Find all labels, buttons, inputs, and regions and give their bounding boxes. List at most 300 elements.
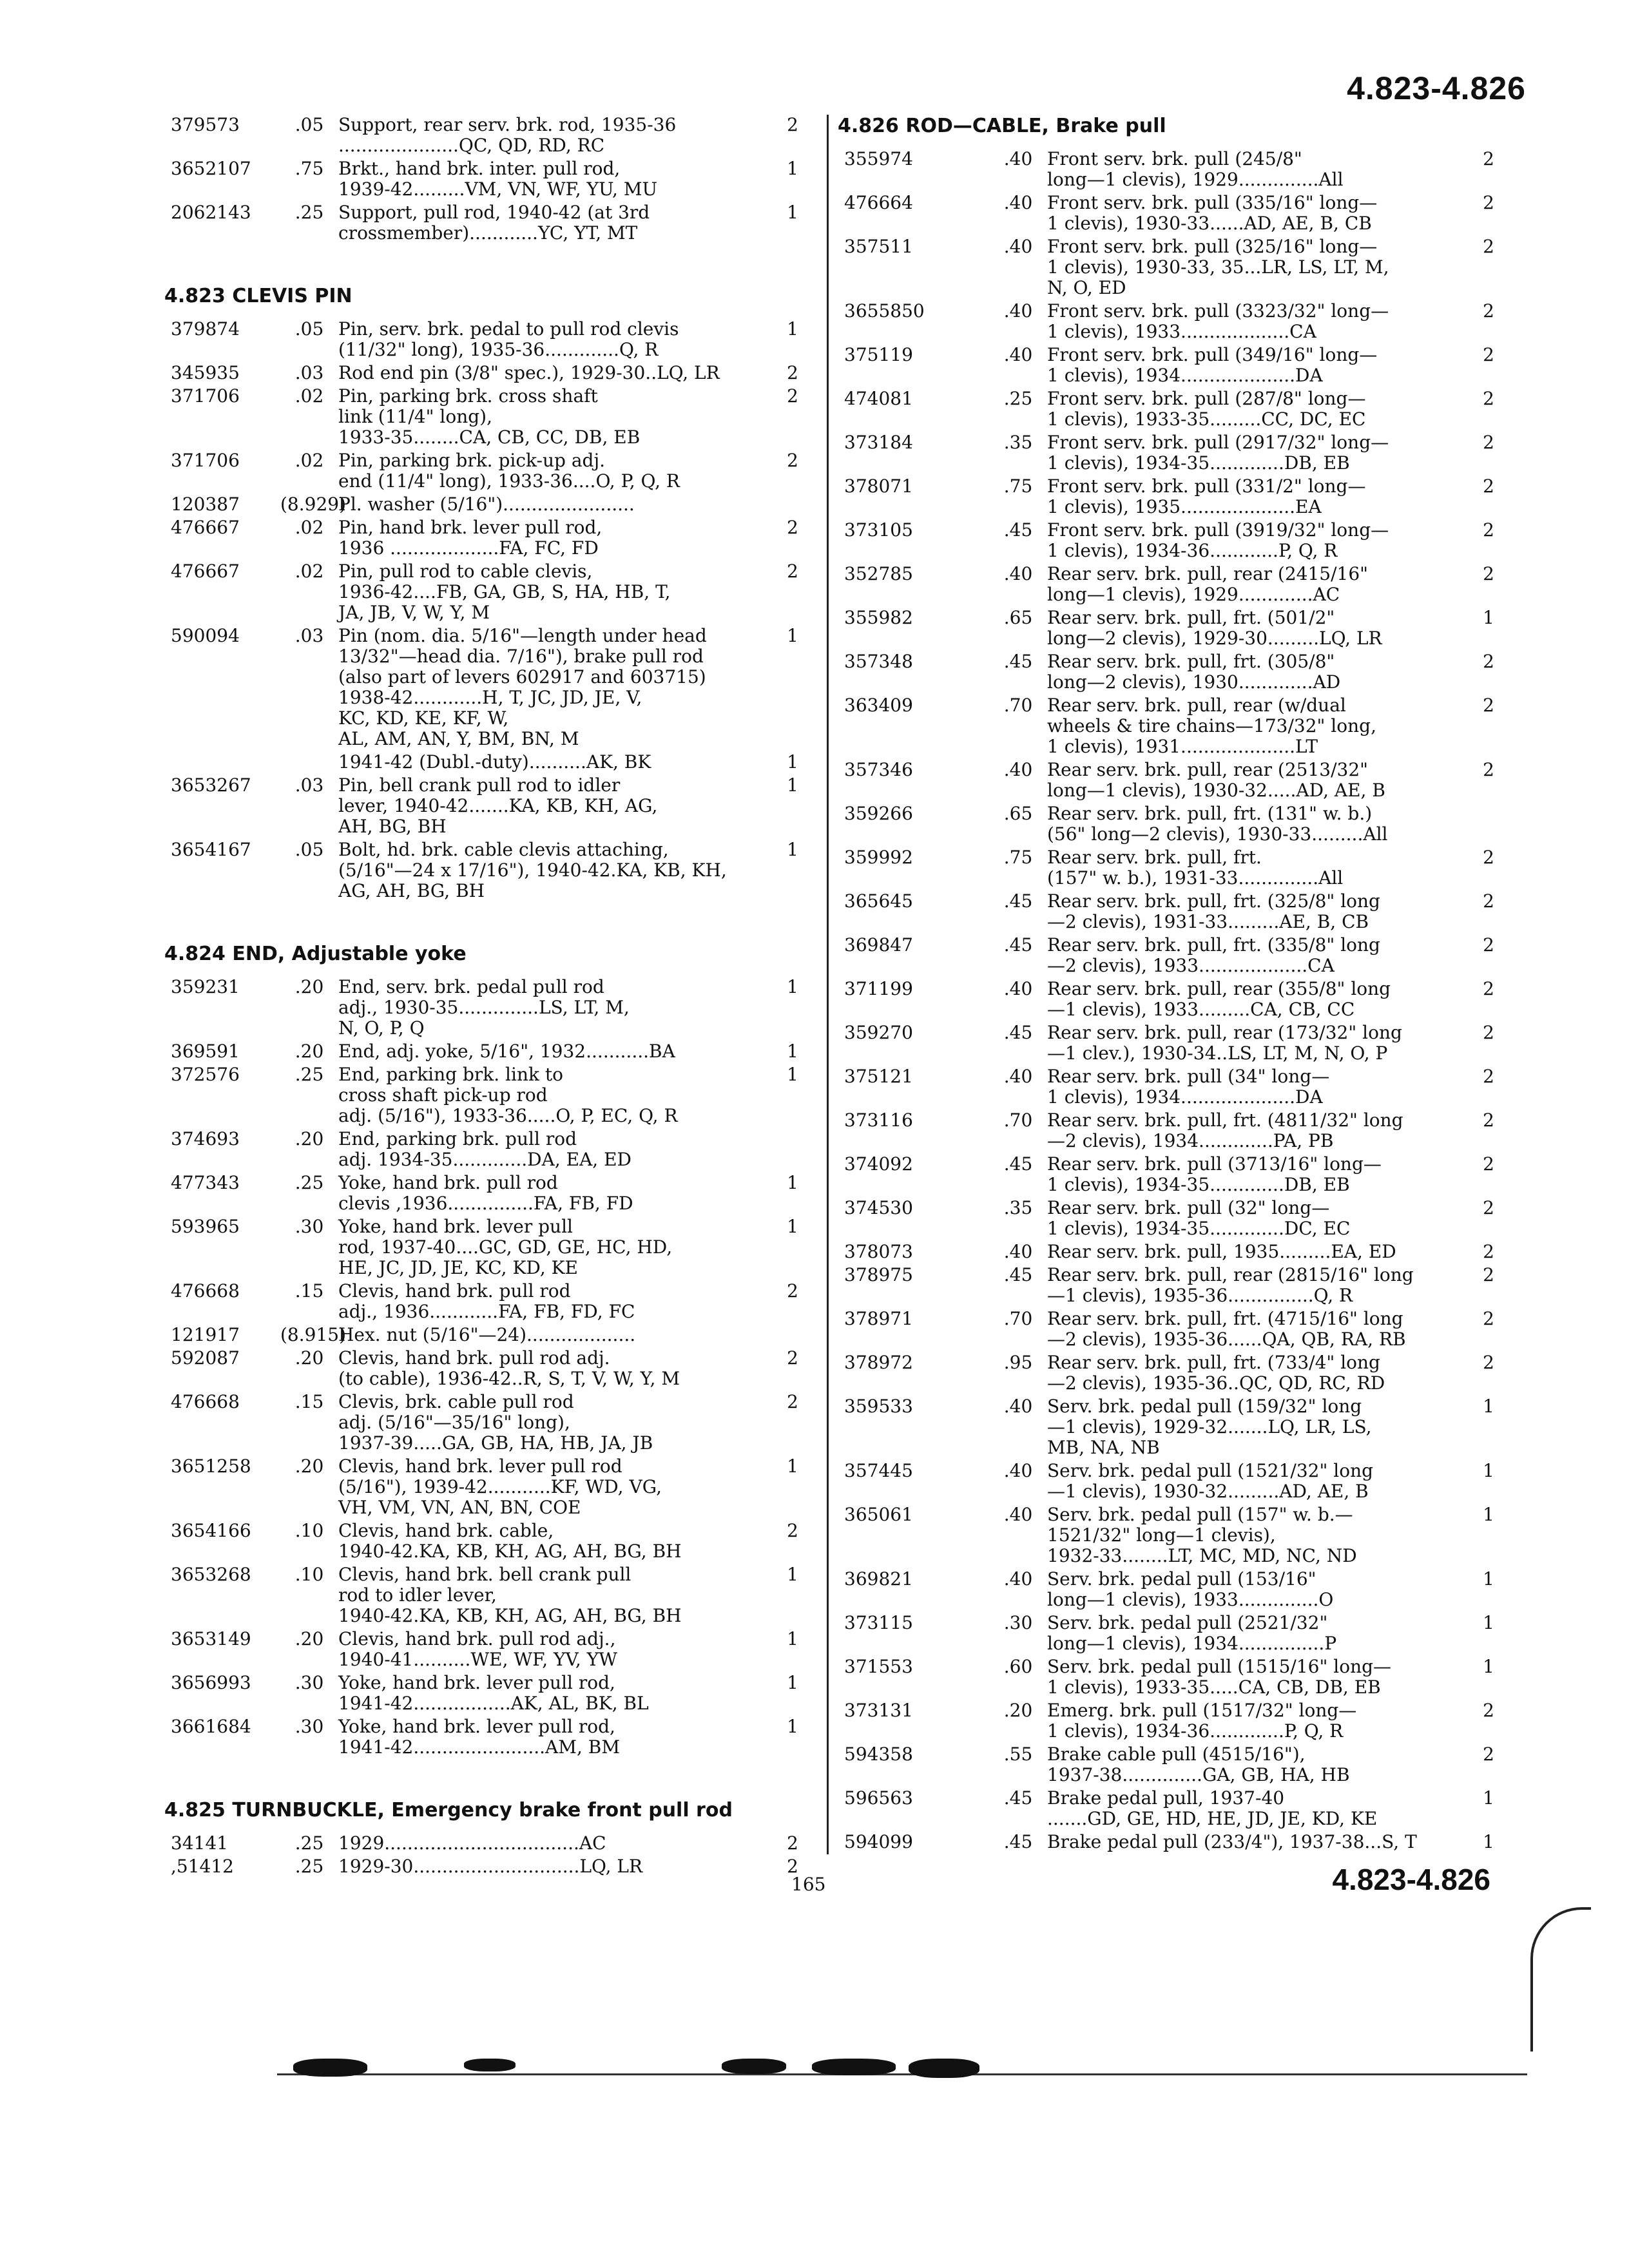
part-quantity: 1 [787,1064,798,1085]
part-price: .45 [1003,890,1033,912]
part-description: Clevis, hand brk. cable, 1940-42.KA, KB, KH, AG, AH, BG, BH [338,1520,682,1562]
part-number: 359266 [844,803,913,824]
part-quantity: 2 [787,561,798,582]
part-description: Pin, hand brk. lever pull rod, 1936 ...................FA, FC, FD [338,517,602,559]
part-quantity: 2 [1483,300,1494,322]
part-price: .45 [1003,1022,1033,1043]
part-quantity: 2 [1483,695,1494,716]
part-price: .02 [294,561,324,582]
part-price: .20 [1003,1700,1033,1721]
scan-edge-line [277,2073,1527,2075]
part-price: .25 [1003,388,1033,409]
part-quantity: 2 [787,385,798,407]
part-quantity: 2 [787,1391,798,1412]
part-price: .20 [294,976,324,997]
part-entry [164,561,822,623]
part-quantity: 1 [1483,1460,1494,1481]
part-number: 2062143 [171,202,251,223]
part-description: Serv. brk. pedal pull (1521/32" long —1 clevis), 1930-32.........AD, AE, B [1047,1460,1374,1502]
part-entry [838,803,1511,845]
part-number: 476668 [171,1391,240,1412]
part-number: 359533 [844,1396,913,1417]
part-number: 373131 [844,1700,913,1721]
part-description: Bolt, hd. brk. cable clevis attaching, (5/16"—24 x 17/16"), 1940-42.KA, KB, KH, AG, AH, BG, BH [338,839,727,901]
part-entry [164,626,822,749]
part-number: 378071 [844,476,913,497]
part-description: Brake cable pull (4515/16"), 1937-38..............GA, GB, HA, HB [1047,1744,1350,1785]
part-description: Rear serv. brk. pull, frt. (131" w. b.) (56" long—2 clevis), 1930-33.........All [1047,803,1388,845]
part-number: 120387 [171,494,240,515]
part-number: 34141 [171,1832,229,1854]
part-number: 121917 [171,1324,240,1345]
part-entry [164,386,822,448]
part-description: Rear serv. brk. pull, rear (2513/32" long—1 clevis), 1930-32.....AD, AE, B [1047,759,1385,801]
part-description: Rear serv. brk. pull, rear (173/32" long —1 clev.), 1930-34..LS, LT, M, N, O, P [1047,1022,1402,1064]
part-number: 365645 [844,890,913,912]
part-quantity: 2 [787,1347,798,1369]
part-description: Support, pull rod, 1940-42 (at 3rd crossmember)............YC, YT, MT [338,202,650,244]
part-price: .30 [294,1216,324,1237]
part-entry [838,1569,1511,1610]
part-quantity: 2 [1483,1153,1494,1175]
part-price: .25 [294,1064,324,1085]
part-number: 373184 [844,432,913,453]
part-description: Clevis, hand brk. pull rod adj. (to cable), 1936-42..R, S, T, V, W, Y, M [338,1347,680,1389]
part-quantity: 2 [1483,1241,1494,1262]
part-quantity: 2 [1483,1197,1494,1218]
part-quantity: 1 [1483,1612,1494,1633]
part-price: .45 [1003,1153,1033,1175]
part-price: .40 [1003,300,1033,322]
part-entry [838,520,1511,561]
part-description: Front serv. brk. pull (331/2" long— 1 clevis), 1935....................EA [1047,476,1366,517]
part-quantity: 1 [787,1564,798,1585]
part-number: 372576 [171,1064,240,1085]
part-number: 359270 [844,1022,913,1043]
part-entry [164,1392,822,1454]
part-description: Clevis, brk. cable pull rod adj. (5/16"—35/16" long), 1937-39.....GA, GB, HA, HB, JA, JB [338,1391,653,1454]
part-quantity: 2 [787,1856,798,1877]
part-description: Rear serv. brk. pull, rear (2415/16" long—1 clevis), 1929.............AC [1047,563,1369,605]
part-entry [838,1788,1511,1829]
left-column [164,115,822,1879]
part-quantity: 1 [787,1628,798,1649]
part-price: .40 [1003,192,1033,213]
part-number: 369821 [844,1568,913,1590]
part-price: .05 [294,318,324,340]
part-quantity: 2 [1483,934,1494,956]
part-price: .20 [294,1041,324,1062]
part-description: Yoke, hand brk. pull rod clevis ,1936...............FA, FB, FD [338,1172,633,1214]
part-description: Pin (nom. dia. 5/16"—length under head 13/32"—head dia. 7/16"), brake pull rod (also part of levers 602917 and 603715) 1938-42............H, T, JC, JD, JE, V, KC, KD, KE, KF, W, AL, AM, AN, Y, BM, BN, M [338,625,707,749]
part-number: 371553 [844,1656,913,1677]
part-description: 1929-30.............................LQ, LR [338,1856,643,1877]
part-number: 476667 [171,561,240,582]
right-column [838,115,1511,1855]
part-entry [838,564,1511,605]
part-quantity: 2 [1483,1110,1494,1131]
part-entry [164,115,822,156]
part-price: .20 [294,1347,324,1369]
part-quantity: 1 [787,839,798,860]
part-price: .10 [294,1564,324,1585]
part-description: Rear serv. brk. pull, frt. (4715/16" long —2 clevis), 1935-36......QA, QB, RA, RB [1047,1308,1406,1350]
part-entry [838,432,1511,474]
part-quantity: 2 [1483,519,1494,541]
part-number: 379874 [171,318,240,340]
part-entry [164,202,822,244]
part-quantity [1466,803,1511,845]
part-entry [838,695,1511,757]
part-description: End, serv. brk. pedal pull rod adj., 1930-35..............LS, LT, M, N, O, P, Q [338,976,630,1039]
part-number: 3661684 [171,1716,251,1737]
part-price: .10 [294,1520,324,1541]
part-description: Front serv. brk. pull (3323/32" long— 1 clevis), 1933...................CA [1047,300,1389,342]
part-description: Pl. washer (5/16")....................... [338,494,635,515]
part-quantity: 2 [1483,1700,1494,1721]
part-entry [838,1352,1511,1394]
part-quantity: 1 [787,1172,798,1193]
part-entry [838,847,1511,889]
part-description: Rear serv. brk. pull, rear (w/dual wheels & tire chains—173/32" long, 1 clevis), 1931....................LT [1047,695,1376,757]
part-price: .95 [1003,1352,1033,1373]
part-quantity: 2 [1483,759,1494,780]
part-quantity: 2 [787,1832,798,1854]
page-header-range: 4.823-4.826 [1347,70,1526,106]
part-entry [164,1856,822,1877]
part-price: .40 [1003,563,1033,584]
part-price: (8.929) [280,494,347,515]
part-description: Clevis, hand brk. pull rod adj., 1936............FA, FB, FD, FC [338,1280,635,1322]
part-price: .55 [1003,1744,1033,1765]
section-heading: 4.825 TURNBUCKLE, Emergency brake front pull rod [164,1799,733,1821]
part-price: .65 [1003,607,1033,628]
part-description: Serv. brk. pedal pull (159/32" long —1 clevis), 1929-32.......LQ, LR, LS, MB, NA, NB [1047,1396,1372,1458]
part-number: 345935 [171,362,240,383]
part-number: 378971 [844,1308,913,1329]
part-quantity: 1 [787,976,798,997]
part-number: 378073 [844,1241,913,1262]
part-quantity: 1 [787,1216,798,1237]
part-description: Yoke, hand brk. lever pull rod, 1941-42.......................AM, BM [338,1716,620,1758]
part-entry [838,1613,1511,1654]
part-price: .75 [1003,847,1033,868]
part-price: .25 [294,202,324,223]
part-description: Rear serv. brk. pull, frt. (325/8" long —2 clevis), 1931-33.........AE, B, CB [1047,890,1380,932]
part-price: .03 [294,625,324,646]
part-price: .05 [294,839,324,860]
part-number: 476664 [844,192,913,213]
part-quantity [764,494,822,515]
part-quantity: 1 [787,1716,798,1737]
part-number: 369847 [844,934,913,956]
part-entry [164,450,822,492]
page-footer-range: 4.823-4.826 [1332,1863,1490,1896]
part-description: Support, rear serv. brk. rod, 1935-36 .....................QC, QD, RD, RC [338,114,677,156]
part-number: 359231 [171,976,240,997]
part-description: Yoke, hand brk. lever pull rod, 1937-40....GC, GD, GE, HC, HD, HE, JC, JD, JE, KC, KD, KE [338,1216,673,1278]
part-entry [838,760,1511,801]
part-quantity: 2 [1483,978,1494,999]
part-price: .30 [294,1672,324,1693]
part-price: (8.915) [280,1324,347,1345]
part-number: 371706 [171,385,240,407]
part-number: 3653268 [171,1564,251,1585]
part-description: Rear serv. brk. pull (34" long— 1 clevis), 1934....................DA [1047,1066,1330,1108]
part-entry [838,1154,1511,1195]
part-number: 3653267 [171,774,251,796]
part-number: 474081 [844,388,913,409]
part-entry [838,1023,1511,1064]
part-price: .40 [1003,344,1033,365]
part-number: 3653149 [171,1628,251,1649]
part-description: Rear serv. brk. pull (32" long— 1 clevis), 1934-35.............DC, EC [1047,1197,1351,1239]
part-quantity: 1 [1483,1787,1494,1809]
part-price: .02 [294,517,324,538]
part-entry [838,651,1511,693]
part-description: Rear serv. brk. pull, frt. (335/8" long —2 clevis), 1933...................CA [1047,934,1380,976]
part-price: .70 [1003,1308,1033,1329]
part-quantity: 1 [787,774,798,796]
part-quantity: 1 [787,751,798,773]
part-quantity: 2 [1483,1308,1494,1329]
part-description: Rear serv. brk. pull (3713/16" long— 1 clevis), 1934-35.............DB, EB [1047,1153,1382,1195]
part-quantity: 1 [787,1672,798,1693]
part-number: 357348 [844,651,913,672]
part-description: 1929..................................AC [338,1832,606,1854]
part-entry [838,1396,1511,1458]
part-quantity [764,1325,822,1345]
part-number: 357511 [844,236,913,257]
part-number: 371706 [171,450,240,471]
part-entry [838,935,1511,976]
part-entry [838,236,1511,298]
part-quantity: 2 [787,362,798,383]
part-quantity: 1 [1483,1504,1494,1525]
part-entry [164,494,822,515]
part-quantity: 1 [787,1041,798,1062]
part-quantity [764,1129,822,1170]
part-number: ,51412 [171,1856,234,1877]
part-quantity: 1 [787,318,798,340]
part-number: 363409 [844,695,913,716]
part-number: 596563 [844,1787,913,1809]
part-number: 357346 [844,759,913,780]
part-entry [164,517,822,559]
part-quantity: 1 [1483,1831,1494,1852]
part-quantity: 2 [1483,1066,1494,1087]
part-price: .15 [294,1280,324,1302]
part-quantity: 2 [787,517,798,538]
part-description: Clevis, hand brk. lever pull rod (5/16"), 1939-42...........KF, WD, VG, VH, VM, VN, AN, BN, COE [338,1456,662,1518]
part-entry [838,1744,1511,1785]
part-entry [838,1242,1511,1262]
part-entry [838,1198,1511,1239]
part-price: .25 [294,1856,324,1877]
part-description: 1941-42 (Dubl.-duty)..........AK, BK [338,751,651,773]
part-price: .25 [294,1172,324,1193]
part-number: 373116 [844,1110,913,1131]
part-price: .45 [1003,1264,1033,1285]
part-quantity: 2 [1483,236,1494,257]
part-number: 374092 [844,1153,913,1175]
part-number: 375121 [844,1066,913,1087]
part-entry [838,389,1511,430]
part-entry [838,301,1511,342]
part-price: .03 [294,774,324,796]
part-entry [164,977,822,1039]
part-quantity: 2 [1483,847,1494,868]
part-price: .05 [294,114,324,135]
part-number: 375119 [844,344,913,365]
part-entry [164,363,822,383]
part-entry [838,979,1511,1020]
part-entry [838,1700,1511,1742]
part-entry [164,1629,822,1670]
part-entry [164,1833,822,1854]
part-entry [164,1173,822,1214]
part-number: 3652107 [171,158,251,179]
part-entry [164,1673,822,1714]
part-description: Rod end pin (3/8" spec.), 1929-30..LQ, LR [338,362,720,383]
part-price: .40 [1003,1504,1033,1525]
part-entry [164,1064,822,1126]
section-heading: 4.826 ROD—CABLE, Brake pull [838,115,1166,137]
part-quantity: 2 [787,450,798,471]
part-number: 365061 [844,1504,913,1525]
part-description: Serv. brk. pedal pull (1515/16" long— 1 clevis), 1933-35.....CA, CB, DB, EB [1047,1656,1392,1698]
part-description: Pin, pull rod to cable clevis, 1936-42....FB, GA, GB, S, HA, HB, T, JA, JB, V, W, Y, M [338,561,671,623]
part-entry [838,1309,1511,1350]
part-description: Pin, serv. brk. pedal to pull rod clevis (11/32" long), 1935-36.............Q, R [338,318,679,360]
part-quantity: 2 [1483,344,1494,365]
page-number: 165 [791,1874,826,1895]
part-number: 593965 [171,1216,240,1237]
part-description: Rear serv. brk. pull, frt. (157" w. b.), 1931-33..............All [1047,847,1344,889]
section-heading: 4.824 END, Adjustable yoke [164,943,467,965]
part-description: Front serv. brk. pull (245/8" long—1 clevis), 1929..............All [1047,148,1344,190]
part-number: 3654166 [171,1520,251,1541]
part-entry [164,1564,822,1626]
part-quantity: 2 [1483,432,1494,453]
part-number: 3655850 [844,300,925,322]
part-description: Rear serv. brk. pull, rear (355/8" long —1 clevis), 1933.........CA, CB, CC [1047,978,1391,1020]
scan-smudge [812,2059,896,2075]
part-price: .40 [1003,236,1033,257]
part-entry [838,1832,1511,1852]
scan-smudge [293,2059,367,2077]
part-description: Front serv. brk. pull (3919/32" long— 1 clevis), 1934-36............P, Q, R [1047,519,1389,561]
part-quantity: 1 [787,1456,798,1477]
part-entry [164,1348,822,1389]
part-description: Brkt., hand brk. inter. pull rod, 1939-42.........VM, VN, WF, YU, MU [338,158,658,200]
part-description: End, parking brk. pull rod adj. 1934-35.............DA, EA, ED [338,1128,631,1170]
part-description: Front serv. brk. pull (349/16" long— 1 clevis), 1934....................DA [1047,344,1378,386]
part-entry [164,1325,822,1345]
part-price: .02 [294,450,324,471]
part-quantity: 1 [1483,1396,1494,1417]
part-price: .30 [294,1716,324,1737]
part-description: Brake pedal pull, 1937-40 .......GD, GE, HD, HE, JD, JE, KD, KE [1047,1787,1378,1829]
part-price: .20 [294,1628,324,1649]
part-price: .70 [1003,695,1033,716]
part-number: 3654167 [171,839,251,860]
part-quantity: 2 [787,1520,798,1541]
part-number: 371199 [844,978,913,999]
scan-smudge [909,2059,979,2078]
part-price: .45 [1003,519,1033,541]
part-number: 476667 [171,517,240,538]
part-price: .40 [1003,1460,1033,1481]
part-entry [164,159,822,200]
part-entry [164,1281,822,1322]
part-entry [164,1041,822,1062]
part-quantity: 1 [787,158,798,179]
part-price: .15 [294,1391,324,1412]
part-number: 373115 [844,1612,913,1633]
part-quantity: 1 [787,625,798,646]
part-price: .40 [1003,1396,1033,1417]
part-number: 379573 [171,114,240,135]
part-number: 355974 [844,148,913,169]
part-description: Yoke, hand brk. lever pull rod, 1941-42.................AK, AL, BK, BL [338,1672,649,1714]
part-description: Front serv. brk. pull (2917/32" long— 1 clevis), 1934-35.............DB, EB [1047,432,1389,474]
part-number: 374693 [171,1128,240,1149]
part-description: Front serv. brk. pull (325/16" long— 1 clevis), 1930-33, 35...LR, LS, LT, M, N, O, ED [1047,236,1389,298]
part-number: 590094 [171,625,240,646]
part-number: 359992 [844,847,913,868]
part-quantity: 2 [1483,651,1494,672]
part-description: Serv. brk. pedal pull (153/16" long—1 clevis), 1933..............O [1047,1568,1334,1610]
part-price: .45 [1003,934,1033,956]
part-entry [838,149,1511,190]
part-number: 476668 [171,1280,240,1302]
part-description: Serv. brk. pedal pull (157" w. b.— 1521/32" long—1 clevis), 1932-33........LT, MC, MD, NC, ND [1047,1504,1357,1566]
part-price: .75 [294,158,324,179]
part-price: .75 [1003,476,1033,497]
scan-mark [1530,1907,1591,2052]
part-quantity: 2 [1483,476,1494,497]
part-description: Clevis, hand brk. pull rod adj., 1940-41..........WE, WF, YV, YW [338,1628,617,1670]
part-price: .45 [1003,651,1033,672]
part-price [280,752,338,773]
part-description: Brake pedal pull (233/4"), 1937-38...S, T [1047,1831,1417,1852]
part-entry [164,840,822,901]
part-number: 594358 [844,1744,913,1765]
part-description: Rear serv. brk. pull, rear (2815/16" long —1 clevis), 1935-36...............Q, R [1047,1264,1414,1306]
part-entry [838,1461,1511,1502]
part-quantity: 2 [1483,1352,1494,1373]
part-price: .40 [1003,1568,1033,1590]
part-description: Hex. nut (5/16"—24)................... [338,1324,636,1345]
part-entry [164,752,822,773]
part-price: .30 [1003,1612,1033,1633]
scan-smudge [722,2059,786,2074]
part-number: 3651258 [171,1456,251,1477]
part-quantity: 2 [1483,388,1494,409]
part-quantity: 2 [787,1280,798,1302]
part-entry [838,1657,1511,1698]
part-price: .60 [1003,1656,1033,1677]
part-number: 592087 [171,1347,240,1369]
part-price: .70 [1003,1110,1033,1131]
part-quantity: 2 [787,114,798,135]
part-entry [164,1456,822,1518]
part-description: Front serv. brk. pull (287/8" long— 1 clevis), 1933-35.........CC, DC, EC [1047,388,1366,430]
part-quantity: 1 [1483,1568,1494,1590]
part-number: 594099 [844,1831,913,1852]
part-price: .02 [294,385,324,407]
